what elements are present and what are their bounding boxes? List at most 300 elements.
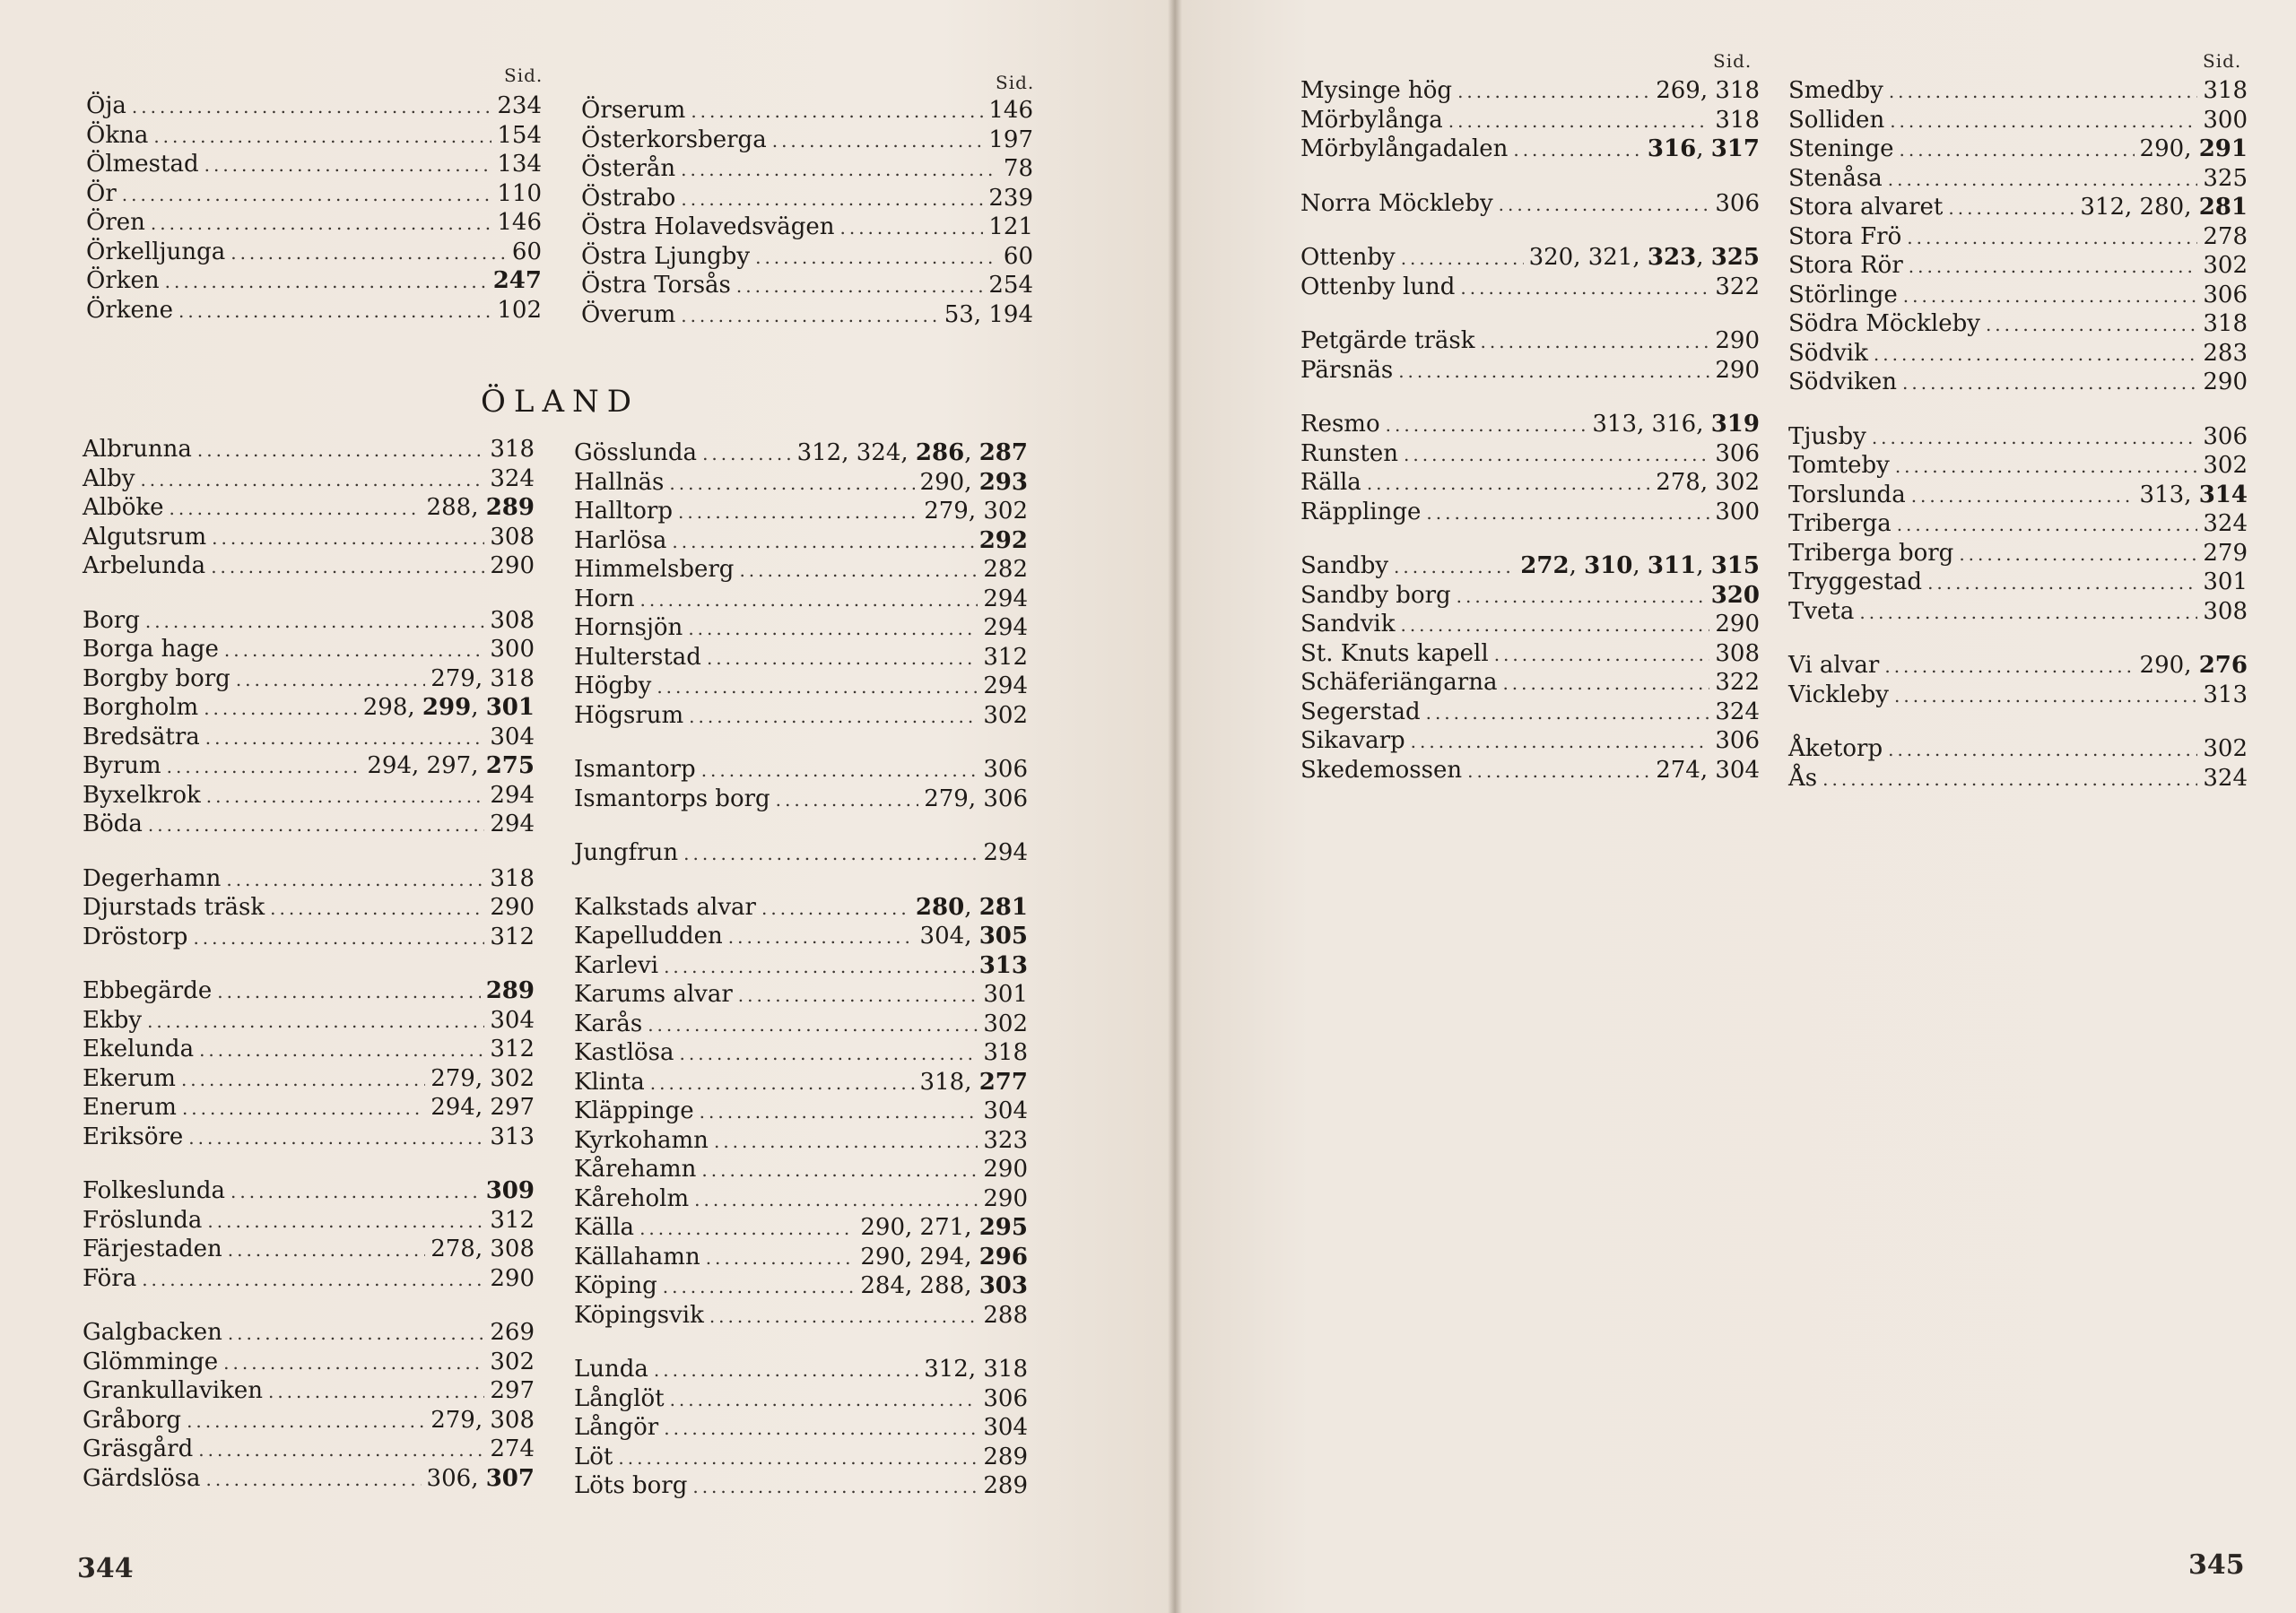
entry-pages <box>484 1319 535 1346</box>
entry-pages <box>2197 598 2248 625</box>
index-entry <box>86 151 542 180</box>
page-ref: 297 <box>490 1377 535 1404</box>
leader-dots <box>1888 739 2197 760</box>
page-ref: 306 <box>1715 727 1760 754</box>
leader-dots <box>145 611 485 632</box>
index-entry <box>581 155 1033 185</box>
leader-dots <box>1927 572 2197 594</box>
leader-dots <box>657 676 978 698</box>
leader-dots <box>728 926 915 948</box>
entry-name: Löts borg <box>574 1472 688 1499</box>
entry-pages <box>2197 165 2248 192</box>
index-entry <box>574 1185 1028 1215</box>
page-ref: 313 <box>2139 481 2185 508</box>
page-ref: 318 <box>2203 77 2248 104</box>
sid-label-right-col1: Sid. <box>1713 50 1752 72</box>
entry-pages <box>481 977 535 1004</box>
entry-name: Sandby <box>1300 552 1389 579</box>
page-ref: 308 <box>490 523 535 551</box>
leader-dots <box>204 698 358 719</box>
entry-name: Horn <box>574 585 635 612</box>
leader-dots <box>618 1447 978 1469</box>
page-ref: 289 <box>485 494 535 521</box>
entry-pages <box>978 556 1028 583</box>
page-ref: 280 <box>2139 194 2185 221</box>
entry-pages: 279, 308 <box>430 1406 535 1434</box>
index-entry <box>1300 135 1760 165</box>
index-entry <box>83 636 535 665</box>
leader-dots <box>1448 110 1710 132</box>
page-ref: 312 <box>983 643 1028 671</box>
entry-pages <box>2197 568 2248 595</box>
page-ref: 297 <box>490 1094 535 1121</box>
entry-pages <box>983 97 1033 124</box>
page-ref: 302 <box>490 1064 535 1092</box>
page-ref: 280 <box>915 893 965 921</box>
index-entry <box>83 752 535 782</box>
leader-dots <box>664 956 974 977</box>
leader-dots <box>761 898 910 919</box>
page-ref: 324 <box>2203 764 2248 792</box>
page-ref: 290 <box>919 468 965 496</box>
page-ref: 304 <box>490 1006 535 1034</box>
leader-dots <box>197 439 484 461</box>
page-ref: 322 <box>1715 669 1760 696</box>
entry-name: Långlöt <box>574 1384 665 1412</box>
entry-name: Vi alvar <box>1788 652 1880 679</box>
index-entry <box>1788 481 2248 511</box>
index-entry <box>83 1407 535 1436</box>
page-ref: 239 <box>988 184 1033 212</box>
page-ref: 318 <box>490 664 535 692</box>
leader-dots <box>198 1439 484 1461</box>
entry-pages: 316, 317 <box>1647 135 1760 162</box>
entry-name: Örkene <box>86 296 174 324</box>
entry-pages <box>1709 327 1760 354</box>
entry-name: Borga hage <box>83 636 219 663</box>
leader-dots <box>167 756 362 777</box>
entry-pages <box>2197 340 2248 367</box>
page-ref: 304 <box>1715 756 1760 784</box>
leader-dots <box>1888 169 2198 190</box>
index-entry <box>83 1435 535 1465</box>
book-gutter <box>1168 0 1182 1613</box>
entry-pages <box>2197 107 2248 134</box>
entry-name: Södra Möckleby <box>1788 310 1980 337</box>
page-ref: 234 <box>497 92 542 119</box>
page-ref: 306 <box>2203 422 2248 450</box>
group-spacer <box>1300 527 1760 552</box>
leader-dots <box>650 1072 915 1094</box>
entry-pages: 279, 306 <box>924 785 1028 812</box>
index-entry <box>1300 669 1760 698</box>
index-entry <box>1300 640 1760 670</box>
index-entry <box>574 585 1028 615</box>
entry-pages <box>998 243 1033 270</box>
index-entry <box>83 924 535 953</box>
entry-pages <box>1709 190 1760 217</box>
entry-pages <box>491 180 542 207</box>
leader-dots <box>689 706 978 727</box>
entry-name: Gärdslösa <box>83 1464 201 1492</box>
page-ref: 314 <box>2198 481 2248 508</box>
entry-name: Hulterstad <box>574 643 701 671</box>
index-entry <box>574 1472 1028 1502</box>
leader-dots <box>1460 277 1709 299</box>
leader-dots <box>1457 81 1650 102</box>
page-ref: 277 <box>978 1068 1028 1096</box>
page-ref: 313 <box>490 1123 535 1150</box>
leader-dots <box>772 130 984 152</box>
page-ref: 318 <box>490 436 535 463</box>
entry-name: Folkeslunda <box>83 1177 226 1204</box>
entry-name: Resmo <box>1300 411 1380 438</box>
entry-name: Petgärde träsk <box>1300 327 1475 354</box>
page-ref: 302 <box>2203 252 2248 279</box>
entry-pages <box>484 1265 535 1292</box>
page-ref: 146 <box>988 97 1033 124</box>
entry-name: Norra Möckleby <box>1300 189 1493 217</box>
page-ref: 275 <box>485 752 535 779</box>
entry-pages <box>1709 499 1760 525</box>
entry-pages <box>983 126 1033 153</box>
leader-dots <box>683 843 978 864</box>
index-entry <box>574 1214 1028 1244</box>
leader-dots <box>1367 473 1650 494</box>
entry-name: Djurstads träsk <box>83 894 265 921</box>
index-entry <box>1788 452 2248 481</box>
leader-dots <box>1457 585 1706 607</box>
entry-name: Källahamn <box>574 1243 700 1270</box>
leader-dots <box>165 271 488 292</box>
index-entry <box>581 301 1033 331</box>
entry-pages: 318, 277 <box>919 1068 1028 1096</box>
entry-pages <box>1709 440 1760 467</box>
page-ref: 322 <box>1715 273 1760 300</box>
leader-dots <box>1499 194 1710 215</box>
entry-name: Ås <box>1788 764 1818 792</box>
index-entry <box>1788 598 2248 628</box>
page-ref: 308 <box>2203 597 2248 625</box>
entry-pages <box>484 465 535 492</box>
leader-dots <box>839 217 983 238</box>
page-ref: 296 <box>978 1243 1028 1270</box>
page-ref: 247 <box>492 267 542 294</box>
leader-dots <box>151 212 491 234</box>
index-entry <box>574 556 1028 585</box>
page-ref: 290 <box>860 1243 906 1270</box>
entry-pages <box>484 436 535 463</box>
page-ref: 306 <box>1715 189 1760 217</box>
leader-dots <box>204 154 492 176</box>
leader-dots <box>224 639 484 661</box>
entry-name: Ismantorp <box>574 756 696 783</box>
page-ref: 281 <box>978 893 1028 921</box>
page-ref: 290 <box>490 894 535 921</box>
leader-dots <box>688 618 978 639</box>
leader-dots <box>736 275 983 297</box>
entry-name: Södviken <box>1788 369 1897 395</box>
entry-pages <box>491 297 542 324</box>
sid-label-right-col2: Sid. <box>2203 50 2242 72</box>
entry-pages <box>1709 640 1760 667</box>
entry-name: Runsten <box>1300 439 1398 467</box>
leader-dots <box>1411 731 1710 752</box>
entry-name: Köping <box>574 1272 657 1299</box>
entry-pages: 290, 293 <box>919 468 1028 496</box>
page-ref: 284 <box>860 1272 906 1299</box>
entry-name: Störlinge <box>1788 281 1898 308</box>
entry-name: Arbelunda <box>83 552 206 579</box>
index-entry <box>574 672 1028 702</box>
leader-dots <box>1426 502 1709 524</box>
leader-dots <box>1897 514 2198 535</box>
entry-pages <box>484 636 535 663</box>
entry-name: Åketorp <box>1788 735 1883 762</box>
group-spacer <box>83 840 535 865</box>
index-entry <box>83 1377 535 1407</box>
leader-dots <box>1959 543 2197 565</box>
index-entry <box>1300 469 1760 499</box>
page-ref: 197 <box>988 126 1033 153</box>
page-ref: 318 <box>2203 310 2248 337</box>
page-ref: 78 <box>1003 155 1033 182</box>
index-entry <box>581 185 1033 214</box>
entry-pages <box>978 644 1028 671</box>
index-entry <box>1300 698 1760 728</box>
entry-name: Mysinge hög <box>1300 77 1453 104</box>
index-entry <box>1788 423 2248 453</box>
page-ref: 279 <box>2203 539 2248 567</box>
entry-name: Solliden <box>1788 106 1885 134</box>
page-ref: 294 <box>983 585 1028 612</box>
index-entry <box>1300 357 1760 386</box>
entry-name: Triberga <box>1788 510 1892 537</box>
page-ref: 279 <box>924 785 969 812</box>
entry-name: Steninge <box>1788 135 1894 162</box>
leader-dots <box>207 1210 484 1232</box>
leader-dots <box>142 1269 484 1290</box>
page-ref: 313 <box>1592 411 1638 438</box>
page-ref: 316 <box>1647 135 1697 162</box>
entry-pages <box>2197 765 2248 792</box>
entry-pages <box>1709 107 1760 134</box>
page-ref: 300 <box>1715 498 1760 525</box>
leader-dots <box>739 559 978 581</box>
group-spacer <box>574 1331 1028 1356</box>
entry-name: Algutsrum <box>83 523 207 551</box>
leader-dots <box>681 188 983 210</box>
entry-pages <box>484 865 535 892</box>
index-entry <box>1300 499 1760 528</box>
page-ref: 294 <box>919 1243 965 1270</box>
entry-name: Ottenby lund <box>1300 273 1456 300</box>
entry-name: Färjestaden <box>83 1236 222 1262</box>
index-entry <box>83 1265 535 1295</box>
index-entry <box>574 439 1028 469</box>
entry-name: Österkorsberga <box>581 126 767 153</box>
entry-pages <box>2197 282 2248 308</box>
index-entry <box>574 702 1028 732</box>
index-entry <box>581 126 1033 156</box>
page-ref: 53 <box>944 300 974 328</box>
page-ref: 294 <box>490 781 535 809</box>
leader-dots <box>1481 331 1710 352</box>
entry-pages: 269, 318 <box>1656 77 1760 104</box>
leader-dots <box>206 1469 422 1490</box>
entry-pages <box>484 924 535 950</box>
entry-pages: 294, 297 <box>430 1094 535 1121</box>
entry-name: Pärsnäs <box>1300 356 1394 384</box>
entry-name: Föra <box>83 1264 137 1292</box>
group-spacer <box>1788 398 2248 423</box>
leader-dots <box>230 1181 481 1202</box>
entry-pages <box>978 1039 1028 1066</box>
index-entry <box>574 894 1028 924</box>
page-ref: 304 <box>983 1097 1028 1124</box>
leader-dots <box>1398 360 1709 382</box>
index-entry <box>574 1127 1028 1157</box>
page-ref: 290 <box>490 552 535 579</box>
leader-dots <box>669 473 914 494</box>
entry-pages <box>978 1127 1028 1154</box>
index-entry <box>574 498 1028 527</box>
index-entry <box>574 1444 1028 1473</box>
entry-name: Bredsätra <box>83 723 200 750</box>
page-ref: 294 <box>983 614 1028 641</box>
group-spacer <box>1300 386 1760 411</box>
group-spacer <box>83 1294 535 1319</box>
index-entry <box>83 552 535 582</box>
leader-dots <box>188 1127 484 1149</box>
leader-dots <box>153 126 491 147</box>
page-ref: 306 <box>1715 439 1760 467</box>
index-entry <box>1788 568 2248 598</box>
entry-pages: 284, 288, 303 <box>860 1272 1028 1299</box>
page-ref: 289 <box>983 1443 1028 1470</box>
entry-pages <box>484 524 535 551</box>
entry-name: Harlösa <box>574 526 667 554</box>
entry-pages <box>484 894 535 921</box>
entry-name: Högby <box>574 672 652 699</box>
entry-name: Torslunda <box>1788 481 1906 508</box>
leader-dots <box>709 1305 978 1327</box>
index-entry <box>86 297 542 326</box>
page-ref: 281 <box>2198 194 2248 221</box>
entry-pages <box>484 782 535 809</box>
entry-pages <box>488 267 542 294</box>
index-entry <box>86 122 542 152</box>
leader-dots <box>1894 685 2197 707</box>
entry-pages <box>484 552 535 579</box>
index-entry <box>1300 727 1760 757</box>
entry-name: Hallnäs <box>574 468 665 496</box>
page-ref: 102 <box>497 296 542 324</box>
index-entry <box>1300 582 1760 611</box>
index-entry <box>83 1123 535 1153</box>
page-ref: 294 <box>983 839 1028 866</box>
leader-dots <box>212 527 484 549</box>
page-ref: 312 <box>490 1206 535 1234</box>
page-ref: 194 <box>988 300 1033 328</box>
index-entry <box>1300 552 1760 582</box>
index-entry <box>574 1156 1028 1185</box>
index-entry <box>86 209 542 238</box>
leader-dots <box>147 1010 484 1032</box>
entry-name: Gösslunda <box>574 439 698 466</box>
page-ref: 272 <box>1520 552 1570 579</box>
entry-name: Mörbylångadalen <box>1300 135 1509 162</box>
index-column-oland-right <box>574 439 1028 1502</box>
entry-name: Borgholm <box>83 694 199 721</box>
page-ref: 146 <box>497 209 542 236</box>
entry-name: Karums alvar <box>574 981 733 1008</box>
entry-name: Ör <box>86 179 117 207</box>
index-entry <box>581 213 1033 243</box>
leader-dots <box>206 785 485 807</box>
leader-dots <box>270 898 484 919</box>
entry-pages <box>484 1377 535 1404</box>
leader-dots <box>1909 256 2198 277</box>
entry-pages <box>484 1007 535 1034</box>
leader-dots <box>1911 485 2135 507</box>
index-entry <box>1300 327 1760 357</box>
entry-pages <box>983 185 1033 212</box>
leader-dots <box>1386 414 1587 436</box>
index-entry <box>1788 735 2248 765</box>
page-ref: 274 <box>490 1435 535 1462</box>
entry-name: Stora Rör <box>1788 252 1903 279</box>
index-entry <box>1300 273 1760 303</box>
leader-dots <box>1889 81 2198 102</box>
entry-pages: 278, 308 <box>430 1236 535 1262</box>
entry-name: Ottenby <box>1300 244 1396 271</box>
leader-dots <box>1513 139 1642 160</box>
entry-pages <box>491 209 542 236</box>
entry-pages <box>1709 727 1760 754</box>
group-spacer <box>574 731 1028 756</box>
page-ref: 297 <box>426 752 472 779</box>
leader-dots <box>205 727 485 749</box>
leader-dots <box>639 1218 855 1239</box>
entry-name: Ölmestad <box>86 151 199 178</box>
index-entry <box>86 238 542 268</box>
index-entry <box>83 977 535 1007</box>
page-number-right: 345 <box>2188 1549 2245 1581</box>
entry-name: Sikavarp <box>1300 727 1405 754</box>
entry-pages <box>1709 611 1760 637</box>
page-ref: 294 <box>983 672 1028 699</box>
entry-name: Stenåsa <box>1788 164 1883 192</box>
entry-name: Ekelunda <box>83 1036 195 1062</box>
page-ref: 317 <box>1710 135 1760 162</box>
index-entry <box>1788 765 2248 794</box>
entry-name: Eriksöre <box>83 1123 184 1150</box>
page-ref: 134 <box>497 151 542 178</box>
page-ref: 312 <box>924 1356 969 1383</box>
page-ref: 306 <box>983 785 1028 812</box>
index-entry <box>574 1414 1028 1444</box>
entry-name: Galgbacken <box>83 1319 222 1346</box>
entry-pages <box>2197 510 2248 537</box>
entry-name: Räpplinge <box>1300 498 1422 525</box>
page-ref: 60 <box>511 238 542 265</box>
entry-name: Gråborg <box>83 1406 182 1434</box>
leader-dots <box>672 531 973 552</box>
entry-pages <box>978 1385 1028 1412</box>
index-entry <box>574 527 1028 557</box>
entry-name: Hornsjön <box>574 614 683 641</box>
